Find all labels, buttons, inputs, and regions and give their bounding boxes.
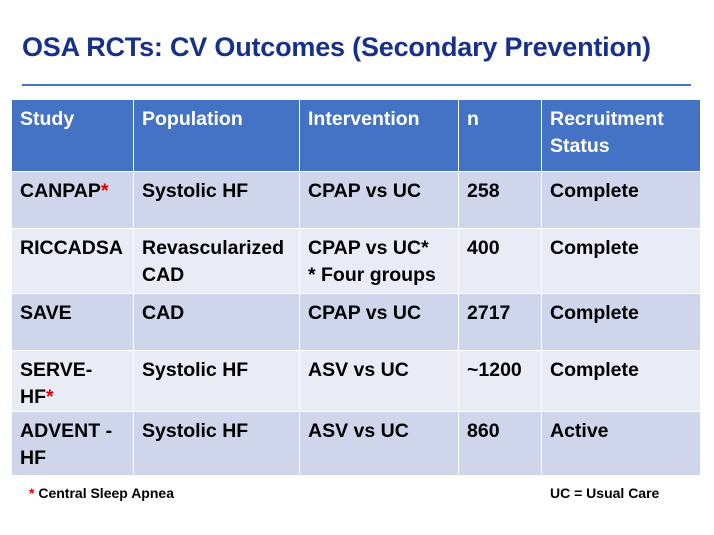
cell-n: 258	[459, 172, 542, 229]
footnote-central-sleep-apnea: * Central Sleep Apnea	[29, 485, 174, 501]
header-intervention: Intervention	[300, 100, 459, 172]
cell-study: CANPAP*	[12, 172, 134, 229]
cell-n: ~1200	[459, 351, 542, 412]
table-row	[12, 172, 701, 229]
cell-n: 860	[459, 412, 542, 476]
header-population: Population	[134, 100, 300, 172]
cell-n: 400	[459, 229, 542, 294]
cell-population: Systolic HF	[134, 172, 300, 229]
cell-study: RICCADSA	[12, 229, 134, 294]
cell-study: ADVENT - HF	[12, 412, 134, 476]
intervention-note: * Four groups	[308, 264, 436, 286]
page-title: OSA RCTs: CV Outcomes (Secondary Prevention)	[22, 32, 651, 62]
central-apnea-marker: *	[46, 386, 54, 408]
central-apnea-marker: *	[100, 180, 109, 202]
cell-population: Systolic HF	[134, 412, 300, 476]
cell-intervention: CPAP vs UC* * Four groups	[300, 229, 459, 294]
cell-population: Revascularized CAD	[134, 229, 300, 294]
cell-status: Complete	[542, 229, 701, 294]
title-underline	[22, 84, 691, 86]
table-row	[12, 412, 701, 476]
cell-study: SERVE-HF*	[12, 351, 134, 412]
cell-intervention: CPAP vs UC	[300, 172, 459, 229]
cell-intervention: CPAP vs UC	[300, 294, 459, 351]
header-study: Study	[12, 100, 134, 172]
cell-status: Complete	[542, 351, 701, 412]
table-header-row	[12, 100, 701, 172]
header-recruitment-status: Recruitment Status	[542, 100, 701, 172]
table-row	[12, 229, 701, 294]
cell-intervention: ASV vs UC	[300, 351, 459, 412]
table-row	[12, 351, 701, 412]
table-row	[12, 294, 701, 351]
header-n: n	[459, 100, 542, 172]
cell-status: Active	[542, 412, 701, 476]
trials-table	[11, 99, 701, 476]
cell-status: Complete	[542, 294, 701, 351]
cell-n: 2717	[459, 294, 542, 351]
footnote-usual-care: UC = Usual Care	[550, 485, 660, 501]
cell-population: CAD	[134, 294, 300, 351]
cell-study: SAVE	[12, 294, 134, 351]
cell-intervention: ASV vs UC	[300, 412, 459, 476]
cell-population: Systolic HF	[134, 351, 300, 412]
cell-status: Complete	[542, 172, 701, 229]
